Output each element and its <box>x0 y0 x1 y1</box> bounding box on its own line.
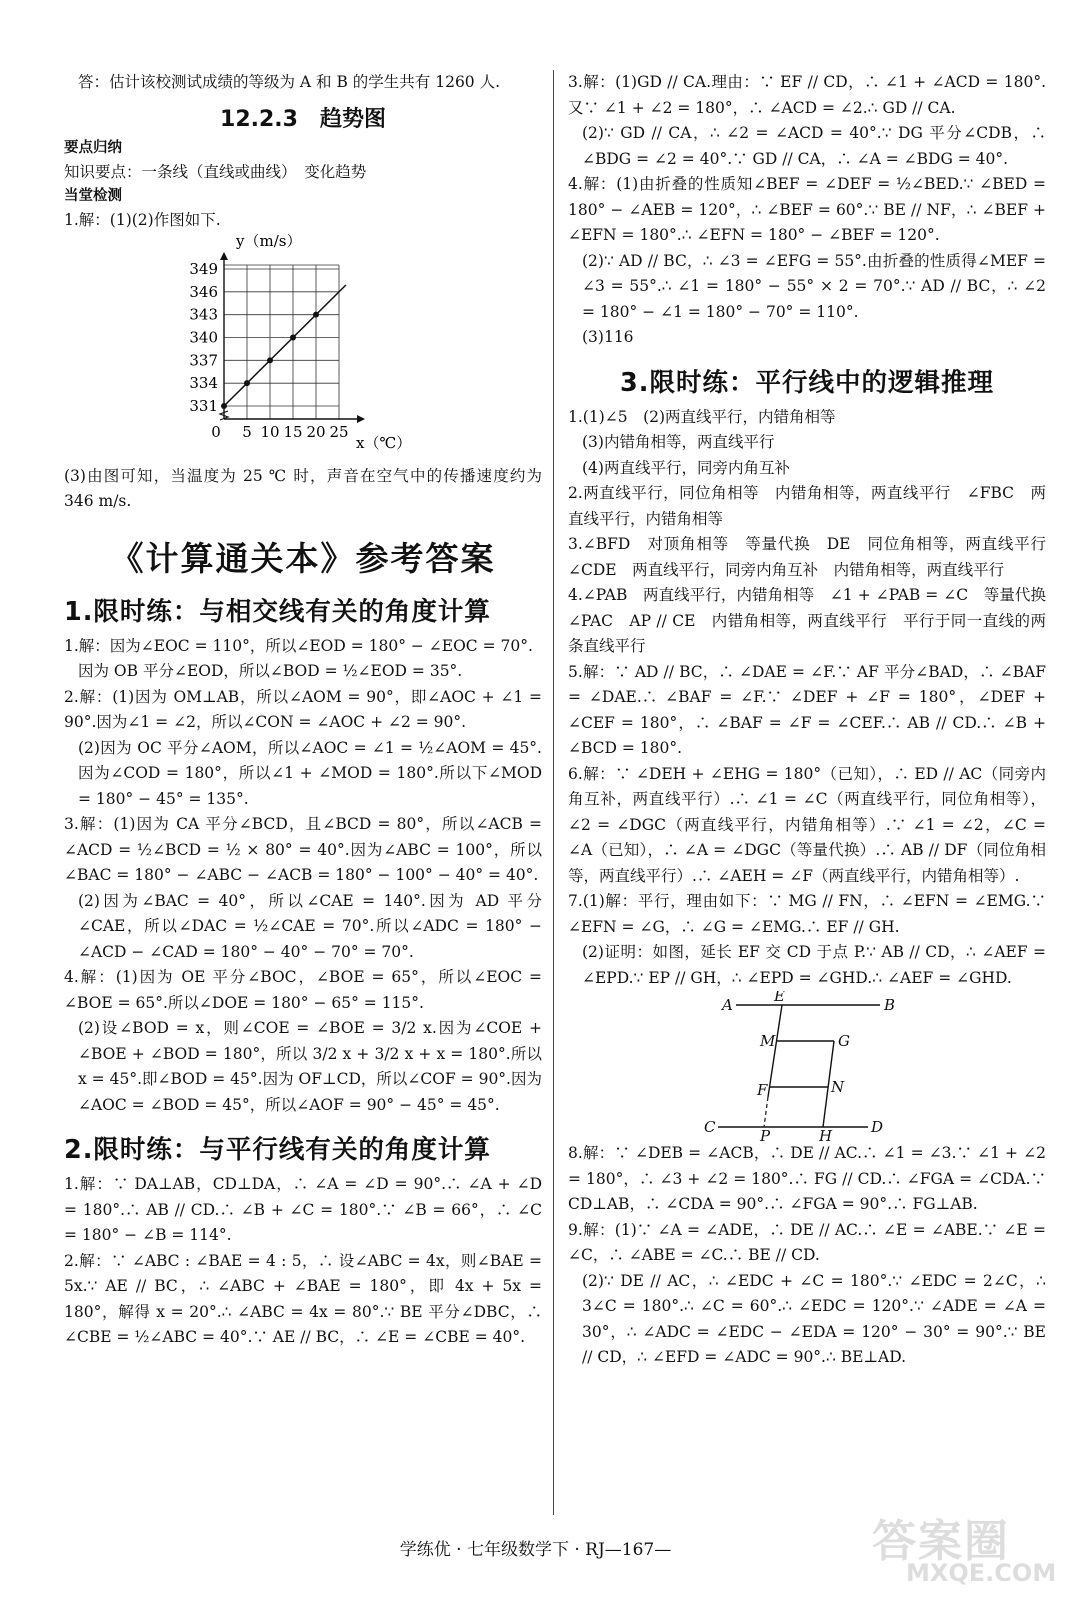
sec2-title: 2.限时练：与平行线有关的角度计算 <box>64 1135 491 1165</box>
y-tick-label-4: 343 <box>189 305 218 324</box>
point-A: A <box>722 996 733 1014</box>
book-answers-title: 《计算通关本》参考答案 <box>110 538 496 578</box>
sec3a-line-3: 2.两直线平行，同位角相等 内错角相等，两直线平行 ∠FBC 两直线平行，内错角相等 <box>568 484 1046 528</box>
x-tick-label-1: 5 <box>242 422 252 441</box>
sec3a-line-6: 5.解：∵ AD // BC，∴ ∠DAE = ∠F.∵ AF 平分∠BAD，∴ ∠BAF = ∠DAE.∴ ∠BAF = ∠F.∵ ∠DEF + ∠F = 180°，∠DEF + ∠CEF = 180°，∴ ∠BAF = ∠F = ∠CEF.∴ AB // CD.∴ ∠B + ∠BCD = 180°. <box>568 662 1046 757</box>
sec1-line-7: (2)设∠BOD = x，则∠COE = ∠BOE = 3/2 x.因为∠COE + ∠BOE + ∠BOD = 180°，所以 3/2 x + 3/2 x + x = 180°.所以 x = 45°.即∠BOD = 45°.因为 OF⊥CD，所以∠COF = 90°.因为∠AOC = ∠BOD = 45°，所以∠AOF = 90° − 45° = 45°. <box>78 1019 542 1114</box>
sec3a-line-1: (3)内错角相等，两直线平行 <box>582 433 775 451</box>
sec2-cont-line-0: 3.解：(1)GD // CA.理由：∵ EF // CD，∴ ∠1 + ∠ACD = 180°.又∵ ∠1 + ∠2 = 180°，∴ ∠ACD = ∠2.∴ GD // CA. <box>568 73 1046 117</box>
sec2-cont-line-1: (2)∵ GD // CA，∴ ∠2 = ∠ACD = 40°.∵ DG 平分∠CDB，∴ ∠BDG = ∠2 = 40°.∵ GD // CA，∴ ∠A = ∠BDG = 40°. <box>582 124 1046 168</box>
point-B: B <box>884 996 896 1014</box>
x-tick-label-3: 15 <box>283 422 303 441</box>
sec2-cont-line-3: (2)∵ AD // BC，∴ ∠3 = ∠EFG = 55°.由折叠的性质得∠MEF = ∠3 = 55°.∴ ∠1 = 180° − 55° × 2 = 70°.∵ AD // BC，∴ ∠2 = 180° − ∠1 = 180° − 70° = 110°. <box>582 251 1046 321</box>
right-column <box>568 70 1062 1371</box>
sec2-body <box>64 1172 542 1351</box>
point-H: H <box>819 1127 833 1141</box>
watermark <box>862 1505 1057 1593</box>
x-tick-label-5: 25 <box>329 422 349 441</box>
left-column <box>64 70 542 1351</box>
sec1-line-0: 1.解：因为∠EOC = 110°，所以∠EOD = 180° − ∠EOC = 70°. <box>64 636 533 655</box>
section-12-2-3-title: 12.2.3 趋势图 <box>220 106 386 132</box>
y-tick-label-2: 337 <box>189 350 218 369</box>
x-axis-arrow <box>357 415 365 423</box>
chart-x-label: x（℃） <box>356 433 412 452</box>
sec3-title: 3.限时练：平行线中的逻辑推理 <box>620 367 994 398</box>
point-P: P <box>760 1127 771 1141</box>
point-C: C <box>704 1118 716 1136</box>
point-D: D <box>871 1118 884 1136</box>
watermark-line1: 答案圈 <box>872 1516 1010 1567</box>
y-tick-label-0: 331 <box>189 396 218 415</box>
sec3a-line-4: 3.∠BFD 对顶角相等 等量代换 DE 同位角相等，两直线平行 ∠CDE 两直线平行，同旁内角互补 内错角相等，两直线平行 <box>568 535 1062 579</box>
page-footer: 学练优 · 七年级数学下 · RJ—167— <box>399 1540 672 1560</box>
sec2-cont-line-4: (3)116 <box>582 328 634 346</box>
sec3-body-a <box>568 405 1062 992</box>
x-tick-label-2: 10 <box>260 422 280 441</box>
point-G: G <box>838 1032 850 1050</box>
point-N: N <box>831 1078 845 1096</box>
x-tick-label-0: 0 <box>211 422 221 441</box>
sec3a-line-5: 4.∠PAB 两直线平行，内错角相等 ∠1 + ∠PAB = ∠C 等量代换 ∠PAC AP // CE 内错角相等，两直线平行 平行于同一直线的两条直线平行 <box>568 586 1062 655</box>
y-tick-label-6: 349 <box>189 259 218 278</box>
watermark-line2: MXQE.COM <box>906 1559 1057 1587</box>
sec1-line-2: 2.解：(1)因为 OM⊥AB，所以∠AOM = 90°，即∠AOC + ∠1 = 90°.因为∠1 = ∠2，所以∠CON = ∠AOC + ∠2 = 90°. <box>64 687 542 731</box>
y-tick-label-3: 340 <box>189 328 218 346</box>
sec1-line-1: 因为 OB 平分∠EOD，所以∠BOD = ½∠EOD = 35°. <box>78 662 463 680</box>
x-tick-label-4: 20 <box>306 422 326 441</box>
column-divider <box>553 70 554 1515</box>
sec3b-line-2: (2)∵ DE // AC，∴ ∠EDC + ∠C = 180°.∵ ∠EDC = 2∠C，∴ 3∠C = 180°.∴ ∠C = 60°.∴ ∠EDC = 120°.∵ ∠ADE = ∠A = 30°，∴ ∠ADC = ∠EDC − ∠EDA = 120° − 30° = 90°.∵ BE // CD，∴ ∠EFD = ∠ADC = 90°.∴ BE⊥AD. <box>582 1271 1046 1366</box>
q1-conclusion: (3)由图可知，当温度为 25 ℃ 时，声音在空气中的传播速度约为 346 m/s. <box>64 466 542 510</box>
y-tick-label-5: 346 <box>189 282 218 301</box>
sec3a-line-2: (4)两直线平行，同旁内角互补 <box>582 458 790 477</box>
trend-chart <box>64 234 542 464</box>
sec3a-line-7: 6.解：∵ ∠DEH + ∠EHG = 180°（已知），∴ ED // AC（同旁内角互补，两直线平行）.∴ ∠1 = ∠C（两直线平行，同位角相等），∠2 = ∠DGC（两直线平行，内错角相等）.∵ ∠1 = ∠2，∠C = ∠A（已知），∴ ∠A = ∠DGC（等量代换）.∴ AB // DF（同位角相等，两直线平行）.∴ ∠AEH = ∠F（两直线平行，内错角相等）. <box>568 764 1046 885</box>
data-point-2 <box>267 357 273 363</box>
chart-y-label: y（m/s） <box>236 233 302 250</box>
sec1-title: 1.限时练：与相交线有关的角度计算 <box>64 596 491 627</box>
check-label: 当堂检测 <box>64 188 122 204</box>
sec1-line-5: (2)因为∠BAC = 40°，所以∠CAE = 140°.因为 AD 平分∠CAE，所以∠DAC = ½∠CAE = 70°.所以∠ADC = 180° − ∠ACD − ∠CAD = 180° − 40° − 70° = 70°. <box>78 891 542 961</box>
sec1-line-4: 3.解：(1)因为 CA 平分∠BCD，且∠BCD = 80°，所以∠ACB = ∠ACD = ½∠BCD = ½ × 80° = 40°.因为∠ABC = 100°，所以∠BAC = 180° − ∠ABC − ∠ACB = 180° − 100° − 40° = 40°. <box>64 815 542 884</box>
sec2-continued-body <box>568 70 1046 351</box>
data-point-0 <box>221 403 227 409</box>
sec3a-line-8: 7.(1)解：平行，理由如下：∵ MG // FN，∴ ∠EFN = ∠EMG.∵ ∠EFN = ∠G，∴ ∠G = ∠EMG.∴ EF // GH. <box>568 892 1046 936</box>
sec2-cont-line-2: 4.解：(1)由折叠的性质知∠BEF = ∠DEF = ½∠BED.∵ ∠BED = 180° − ∠AEB = 120°，∴ ∠BEF = 60°.∵ BE // NF，∴ ∠BEF + ∠EFN = 180°.∴ ∠EFN = 180° − ∠BEF = 120°. <box>568 175 1046 244</box>
y-tick-label-1: 334 <box>189 373 218 392</box>
parallel-lines-diagram <box>568 991 1046 1141</box>
point-E: E <box>774 991 785 1005</box>
data-point-4 <box>313 311 319 317</box>
y-axis-arrow <box>220 252 228 260</box>
point-F: F <box>757 1081 768 1099</box>
sec1-line-6: 4.解：(1)因为 OE 平分∠BOC，∠BOE = 65°，所以∠EOC = ∠BOE = 65°.所以∠DOE = 180° − 65° = 115°. <box>64 968 542 1012</box>
chart-marks <box>221 284 346 408</box>
data-point-1 <box>244 380 250 386</box>
sec1-body <box>64 634 542 1119</box>
key-points-label: 要点归纳 <box>64 139 122 156</box>
chart-grid <box>224 265 339 419</box>
top-answer: 答：估计该校测试成绩的等级为 A 和 B 的学生共有 1260 人. <box>78 73 501 91</box>
sec2-line-0: 1.解：∵ DA⊥AB，CD⊥DA，∴ ∠A = ∠D = 90°.∴ ∠A + ∠D = 180°.∴ AB // CD.∴ ∠B + ∠C = 180°.∵ ∠B = 66°，∴ ∠C = 180° − ∠B = 114°. <box>64 1175 542 1244</box>
sec3a-line-0: 1.(1)∠5 (2)两直线平行，内错角相等 <box>568 407 836 426</box>
sec3-body-b <box>568 1141 1046 1371</box>
q1-intro: 1.解：(1)(2)作图如下. <box>64 211 221 229</box>
point-M: M <box>760 1032 776 1050</box>
sec3b-line-1: 9.解：(1)∵ ∠A = ∠ADE，∴ DE // AC.∴ ∠E = ∠ABE.∵ ∠E = ∠C，∴ ∠ABE = ∠C.∴ BE // CD. <box>568 1220 1046 1264</box>
sec2-line-1: 2.解：∵ ∠ABC : ∠BAE = 4 : 5，∴ 设∠ABC = 4x，则∠BAE = 5x.∵ AE // BC，∴ ∠ABC + ∠BAE = 180°，即 4x + 5x = 180°，解得 x = 20°.∴ ∠ABC = 4x = 80°.∵ BE 平分∠DBC，∴ ∠CBE = ½∠ABC = 40°.∵ AE // BC，∴ ∠E = ∠CBE = 40°. <box>64 1251 542 1346</box>
sec3b-line-0: 8.解：∵ ∠DEB = ∠ACB，∴ DE // AC.∴ ∠1 = ∠3.∵ ∠1 + ∠2 = 180°，∴ ∠3 + ∠2 = 180°.∴ FG // CD.∴ ∠FGA = ∠CDA.∵ CD⊥AB，∴ ∠CDA = 90°.∴ ∠FGA = 90°.∴ FG⊥AB. <box>568 1144 1046 1213</box>
sec1-line-3: (2)因为 OC 平分∠AOM，所以∠AOC = ∠1 = ½∠AOM = 45°.因为∠COD = 180°，所以∠1 + ∠MOD = 180°.所以下∠MOD = 180° − 45° = 135°. <box>78 738 542 808</box>
data-point-3 <box>290 334 296 340</box>
trend-line <box>224 284 346 405</box>
key-points-text: 知识要点：一条线（直线或曲线） 变化趋势 <box>64 162 367 181</box>
sec3a-line-9: (2)证明：如图，延长 EF 交 CD 于点 P.∵ AB // CD，∴ ∠AEF = ∠EPD.∵ EP // GH，∴ ∠EPD = ∠GHD.∴ ∠AEF = ∠GHD. <box>582 943 1046 987</box>
